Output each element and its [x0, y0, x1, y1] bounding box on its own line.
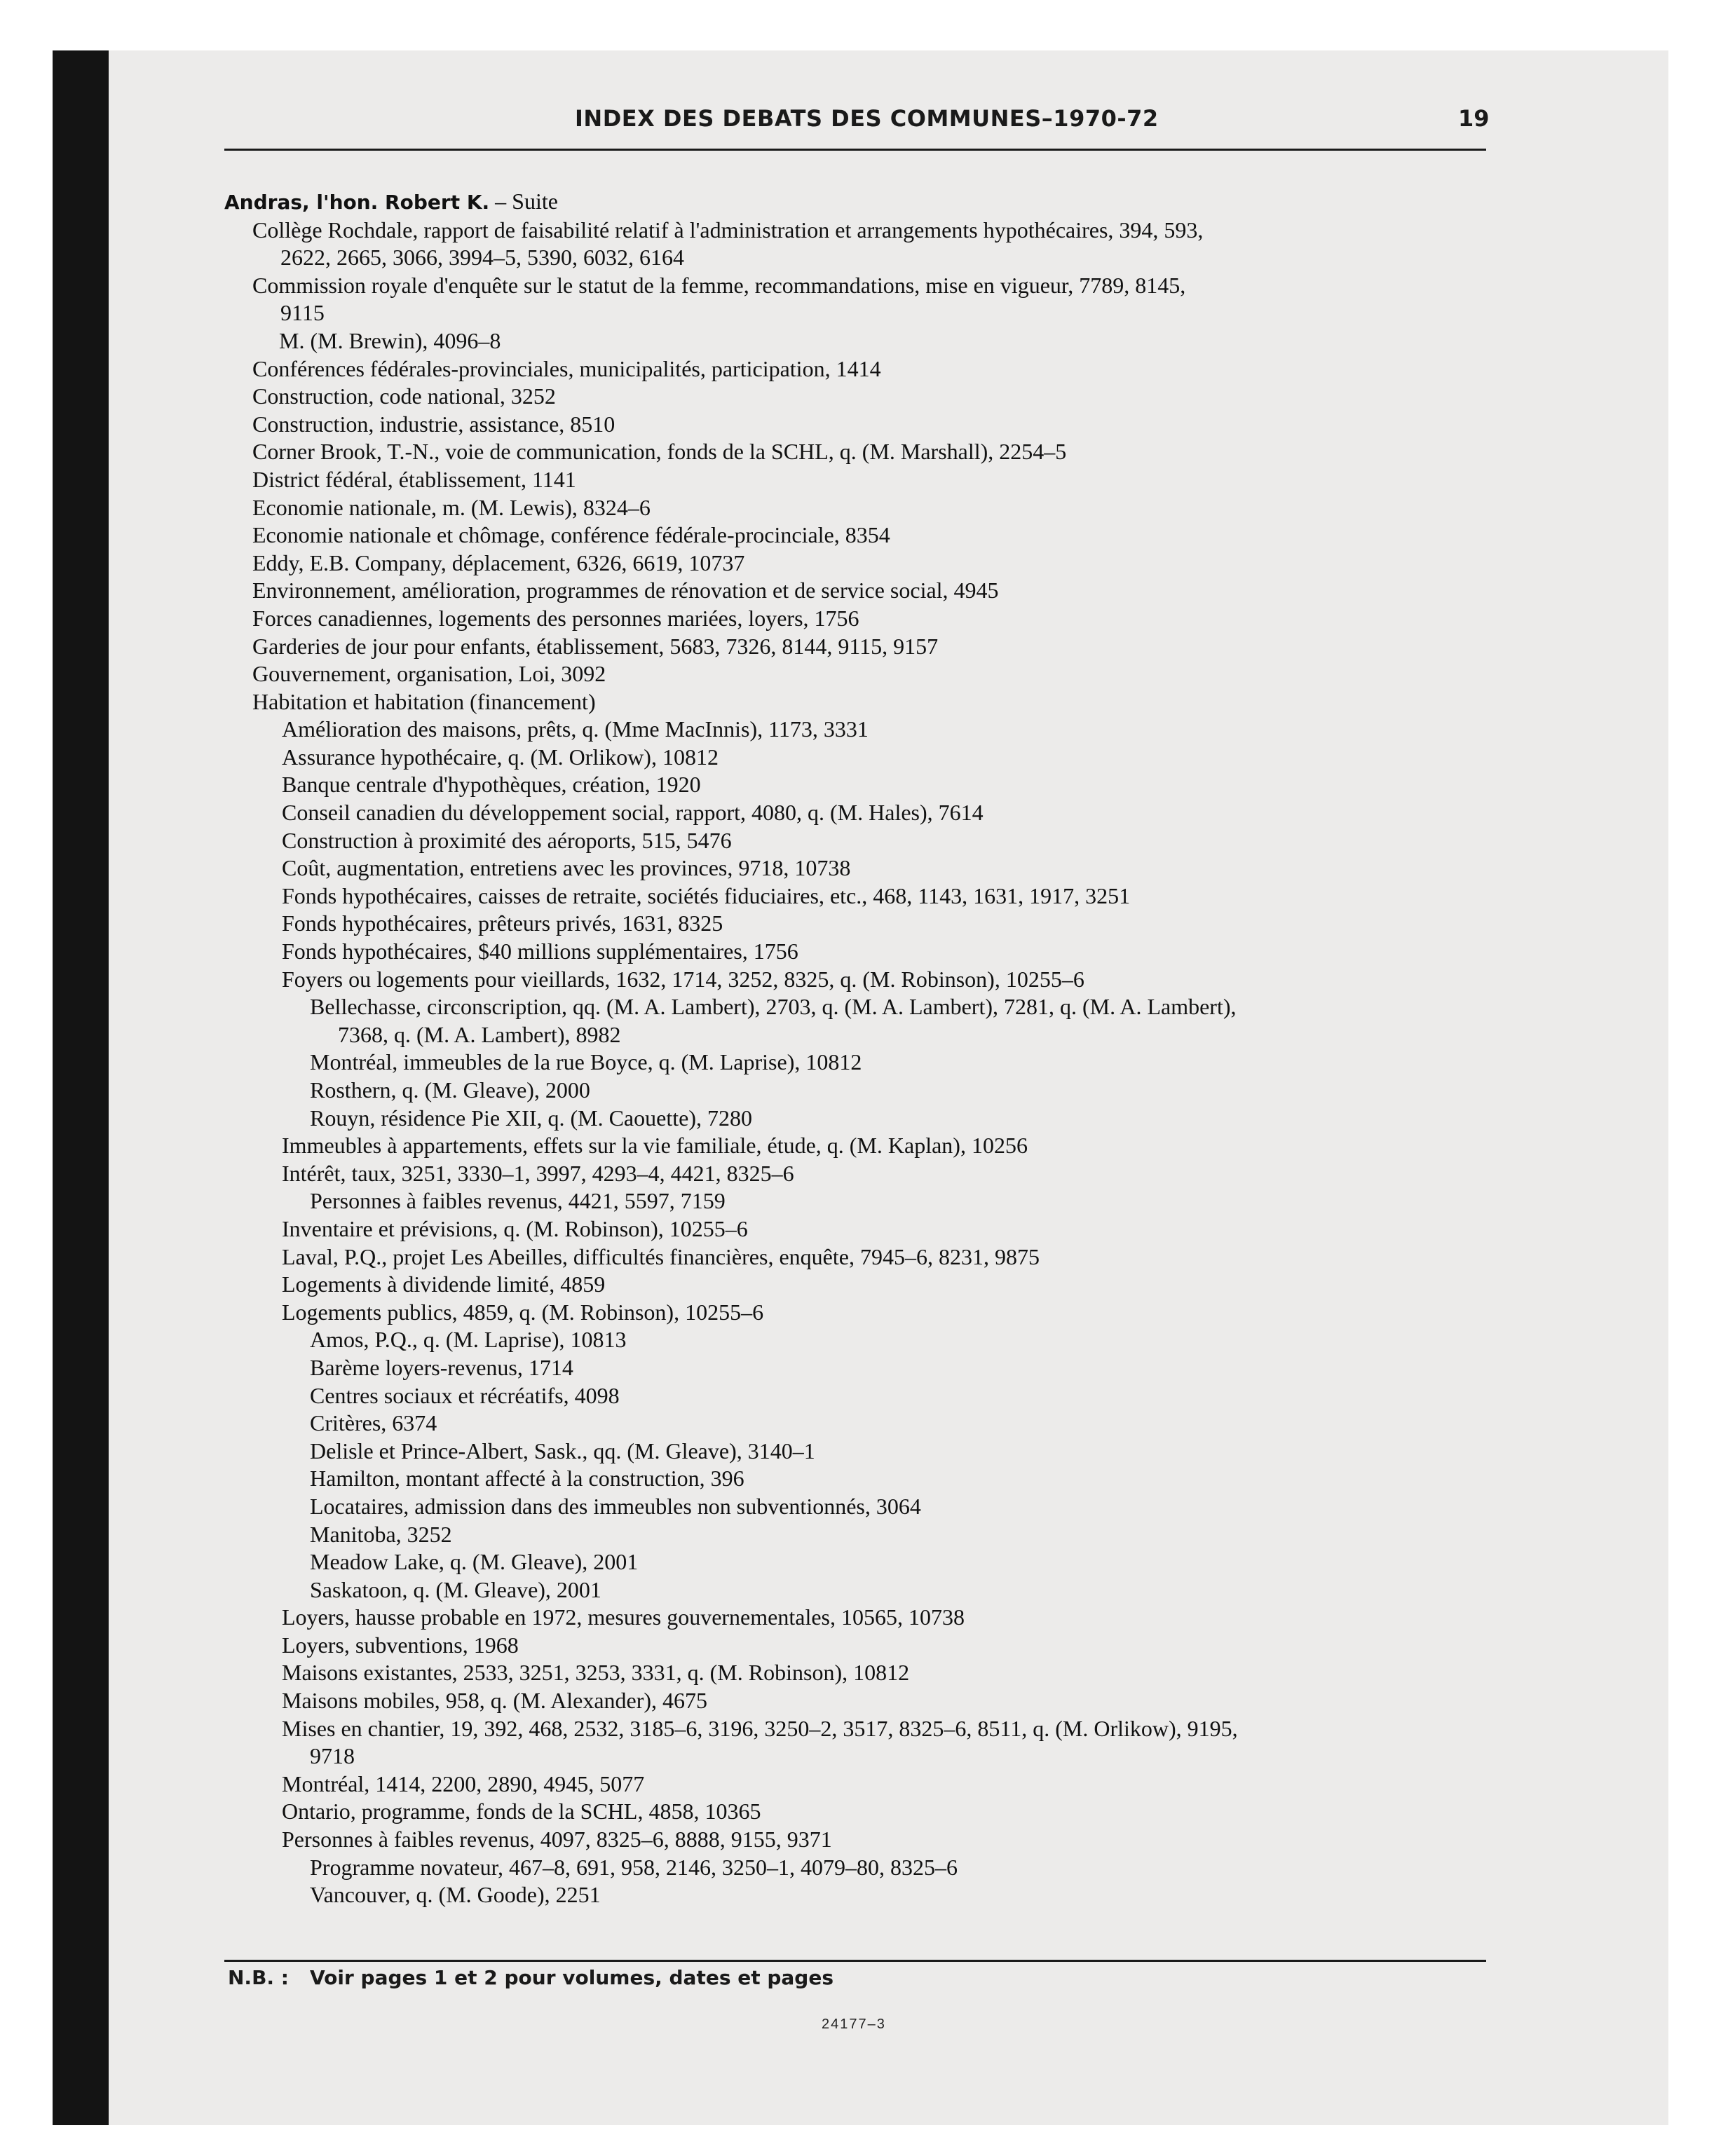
- index-entry: [224, 882, 1507, 910]
- index-entry: [224, 577, 1507, 605]
- index-entry-text: Immeubles à appartements, effets sur la vie familiale, étude, q. (M. Kaplan), 10256: [282, 1133, 1028, 1159]
- index-entry: [224, 744, 1507, 772]
- index-entry: [224, 1187, 1507, 1215]
- index-entry-text: Collège Rochdale, rapport de faisabilité relatif à l'administration et arrangements hypothécaires, 394, 593,: [252, 217, 1204, 243]
- index-entry-text: Construction, code national, 3252: [252, 383, 556, 409]
- index-entry: [224, 688, 1507, 716]
- index-entry-text: Commission royale d'enquête sur le statut de la femme, recommandations, mise en vigueur, 7789, 8145,: [252, 272, 1186, 298]
- index-entry-text: Delisle et Prince-Albert, Sask., qq. (M. Gleave), 3140–1: [310, 1438, 815, 1464]
- index-entry: [224, 1438, 1507, 1466]
- index-entry-text: Montréal, 1414, 2200, 2890, 4945, 5077: [282, 1770, 645, 1796]
- index-entry-text: Banque centrale d'hypothèques, création, 1920: [282, 772, 701, 798]
- index-entry-text: Vancouver, q. (M. Goode), 2251: [310, 1882, 601, 1908]
- index-entry-text: Economie nationale et chômage, conférence fédérale-procinciale, 8354: [252, 522, 890, 548]
- index-entry-text: Centres sociaux et récréatifs, 4098: [310, 1382, 620, 1408]
- index-entry: [224, 1215, 1507, 1243]
- index-entry: [224, 1382, 1507, 1410]
- index-entry: [224, 1160, 1507, 1188]
- index-entry: [224, 854, 1507, 882]
- index-entry-continuation: 2622, 2665, 3066, 3994–5, 5390, 6032, 6164: [280, 245, 684, 271]
- index-entry-text: Critères, 6374: [310, 1410, 437, 1436]
- index-entry-continuation: 9718: [310, 1743, 355, 1769]
- index-entry-text: Inventaire et prévisions, q. (M. Robinson), 10255–6: [282, 1215, 748, 1241]
- index-entry-text: Laval, P.Q., projet Les Abeilles, difficultés financières, enquête, 7945–6, 8231, 9875: [282, 1243, 1040, 1269]
- footer-note-text: Voir pages 1 et 2 pour volumes, dates et pages: [310, 1966, 834, 1989]
- index-entry: [224, 1410, 1507, 1438]
- index-entry-text: Construction à proximité des aéroports, 515, 5476: [282, 827, 732, 853]
- print-code: 24177–3: [822, 2017, 886, 2032]
- page-header-title: INDEX DES DEBATS DES COMMUNES–1970-72: [575, 105, 1159, 132]
- index-entry-text: Hamilton, montant affecté à la construction, 396: [310, 1466, 744, 1492]
- index-entry-text: Mises en chantier, 19, 392, 468, 2532, 3185–6, 3196, 3250–2, 3517, 8325–6, 8511, q. (M. Orlikow), 9195,: [282, 1715, 1238, 1741]
- index-entry-text: Montréal, immeubles de la rue Boyce, q. (M. Laprise), 10812: [310, 1049, 862, 1075]
- index-entry-text: Manitoba, 3252: [310, 1521, 452, 1547]
- index-entry-text: Assurance hypothécaire, q. (M. Orlikow), 10812: [282, 744, 719, 770]
- index-entry-text: Forces canadiennes, logements des personnes mariées, loyers, 1756: [252, 605, 859, 631]
- index-entry: [224, 1715, 1507, 1770]
- index-entry: [224, 521, 1507, 550]
- index-entry: [224, 1659, 1507, 1687]
- index-entry: [224, 1548, 1507, 1576]
- index-entry: [224, 799, 1507, 827]
- index-entry: [224, 1326, 1507, 1354]
- head-entry-suffix: – Suite: [489, 189, 558, 214]
- index-entry-text: Loyers, hausse probable en 1972, mesures gouvernementales, 10565, 10738: [282, 1604, 965, 1630]
- index-entry-continuation: 7368, q. (M. A. Lambert), 8982: [338, 1021, 621, 1047]
- index-entry-text: Loyers, subventions, 1968: [282, 1632, 519, 1658]
- index-entry: [224, 660, 1507, 688]
- index-entry: [224, 938, 1507, 966]
- index-content: [224, 188, 1507, 1909]
- index-entry-text: Environnement, amélioration, programmes de rénovation et de service social, 4945: [252, 578, 999, 603]
- index-entry: [224, 1354, 1507, 1382]
- index-entry-text: Amélioration des maisons, prêts, q. (Mme MacInnis), 1173, 3331: [282, 716, 869, 742]
- index-entry: [224, 716, 1507, 744]
- index-entry-text: Meadow Lake, q. (M. Gleave), 2001: [310, 1549, 639, 1575]
- index-entry: [224, 1493, 1507, 1521]
- index-entry-text: Garderies de jour pour enfants, établissement, 5683, 7326, 8144, 9115, 9157: [252, 633, 939, 659]
- index-entry-text: Logements à dividende limité, 4859: [282, 1271, 606, 1297]
- index-entry-text: Rosthern, q. (M. Gleave), 2000: [310, 1077, 590, 1103]
- index-entry: [224, 827, 1507, 855]
- index-entry: [224, 1881, 1507, 1909]
- index-entry-text: Barème loyers-revenus, 1714: [310, 1354, 573, 1380]
- index-entry-continuation: 9115: [280, 300, 325, 326]
- index-entry-text: Maisons existantes, 2533, 3251, 3253, 3331, q. (M. Robinson), 10812: [282, 1660, 910, 1686]
- index-entry-text: Habitation et habitation (financement): [252, 688, 596, 714]
- index-entry-text: Bellechasse, circonscription, qq. (M. A. Lambert), 2703, q. (M. A. Lambert), 7281, q. (M. A. Lambert),: [310, 994, 1237, 1020]
- index-entry-text: Locataires, admission dans des immeubles non subventionnés, 3064: [310, 1493, 921, 1519]
- index-entry: [224, 1854, 1507, 1882]
- index-entry: [224, 910, 1507, 938]
- index-entry-text: Fonds hypothécaires, prêteurs privés, 1631, 8325: [282, 910, 723, 936]
- index-entries: [224, 217, 1507, 1909]
- index-entry: [224, 1465, 1507, 1493]
- index-entry-text: Gouvernement, organisation, Loi, 3092: [252, 661, 606, 687]
- index-entry-text: Fonds hypothécaires, caisses de retraite, sociétés fiduciaires, etc., 468, 1143, 1631, 1917, 3251: [282, 882, 1131, 908]
- index-entry-text: Saskatoon, q. (M. Gleave), 2001: [310, 1576, 601, 1602]
- index-entry: [224, 1687, 1507, 1715]
- index-entry-text: Corner Brook, T.-N., voie de communication, fonds de la SCHL, q. (M. Marshall), 2254–5: [252, 439, 1067, 465]
- index-entry-text: Construction, industrie, assistance, 8510: [252, 411, 615, 437]
- index-entry: [224, 633, 1507, 661]
- index-entry-text: Maisons mobiles, 958, q. (M. Alexander), 4675: [282, 1688, 708, 1714]
- index-entry: [224, 1576, 1507, 1604]
- footer-note-label: N.B. :: [228, 1966, 289, 1989]
- index-entry: [224, 494, 1507, 522]
- index-entry: [224, 1632, 1507, 1660]
- index-entry: [224, 217, 1507, 272]
- index-entry-text: Intérêt, taux, 3251, 3330–1, 3997, 4293–4, 4421, 8325–6: [282, 1160, 794, 1186]
- binding-edge: [53, 50, 109, 2125]
- index-entry: [224, 605, 1507, 633]
- index-entry-text: Ontario, programme, fonds de la SCHL, 4858, 10365: [282, 1799, 761, 1824]
- index-entry-text: Conseil canadien du développement social, rapport, 4080, q. (M. Hales), 7614: [282, 800, 984, 826]
- index-entry-text: Foyers ou logements pour vieillards, 1632, 1714, 3252, 8325, q. (M. Robinson), 10255–6: [282, 966, 1084, 992]
- index-entry-text: M. (M. Brewin), 4096–8: [279, 327, 501, 353]
- index-entry: [224, 1077, 1507, 1105]
- index-entry: [224, 993, 1507, 1049]
- index-entry-text: Conférences fédérales-provinciales, municipalités, participation, 1414: [252, 355, 881, 381]
- index-entry: [224, 411, 1507, 439]
- index-entry-text: Rouyn, résidence Pie XII, q. (M. Caouette), 7280: [310, 1105, 752, 1131]
- index-entry: [224, 1770, 1507, 1799]
- footer-note: [228, 1966, 834, 1989]
- index-entry: [224, 966, 1507, 994]
- index-entry: [224, 1271, 1507, 1299]
- index-entry-text: Coût, augmentation, entretiens avec les provinces, 9718, 10738: [282, 855, 851, 881]
- index-entry: [224, 550, 1507, 578]
- index-entry-text: Fonds hypothécaires, $40 millions supplémentaires, 1756: [282, 939, 798, 964]
- index-entry-text: Economie nationale, m. (M. Lewis), 8324–6: [252, 494, 651, 520]
- index-entry: [224, 1299, 1507, 1327]
- page-number: 19: [1458, 105, 1490, 132]
- index-entry-text: Personnes à faibles revenus, 4421, 5597, 7159: [310, 1188, 726, 1214]
- index-entry-text: Personnes à faibles revenus, 4097, 8325–6, 8888, 9155, 9371: [282, 1827, 832, 1853]
- head-entry: [224, 188, 1507, 217]
- index-entry: [224, 438, 1507, 466]
- index-entry: [224, 327, 1507, 355]
- index-entry: [224, 272, 1507, 327]
- index-entry: [224, 771, 1507, 799]
- index-entry-text: Eddy, E.B. Company, déplacement, 6326, 6619, 10737: [252, 550, 745, 575]
- index-entry: [224, 1049, 1507, 1077]
- index-entry-text: Programme novateur, 467–8, 691, 958, 2146, 3250–1, 4079–80, 8325–6: [310, 1854, 958, 1880]
- index-entry-text: Logements publics, 4859, q. (M. Robinson), 10255–6: [282, 1299, 764, 1325]
- index-entry: [224, 1798, 1507, 1826]
- index-entry: [224, 355, 1507, 383]
- index-entry-text: Amos, P.Q., q. (M. Laprise), 10813: [310, 1327, 627, 1353]
- index-entry: [224, 1826, 1507, 1854]
- index-entry: [224, 1521, 1507, 1549]
- head-entry-name: Andras, l'hon. Robert K.: [224, 191, 490, 214]
- index-entry: [224, 383, 1507, 411]
- header-rule: [224, 149, 1486, 151]
- index-entry: [224, 1132, 1507, 1160]
- index-entry: [224, 1105, 1507, 1133]
- index-entry-text: District fédéral, établissement, 1141: [252, 466, 576, 492]
- index-entry: [224, 1604, 1507, 1632]
- footer-rule: [224, 1960, 1486, 1962]
- index-entry: [224, 1243, 1507, 1271]
- index-entry: [224, 466, 1507, 494]
